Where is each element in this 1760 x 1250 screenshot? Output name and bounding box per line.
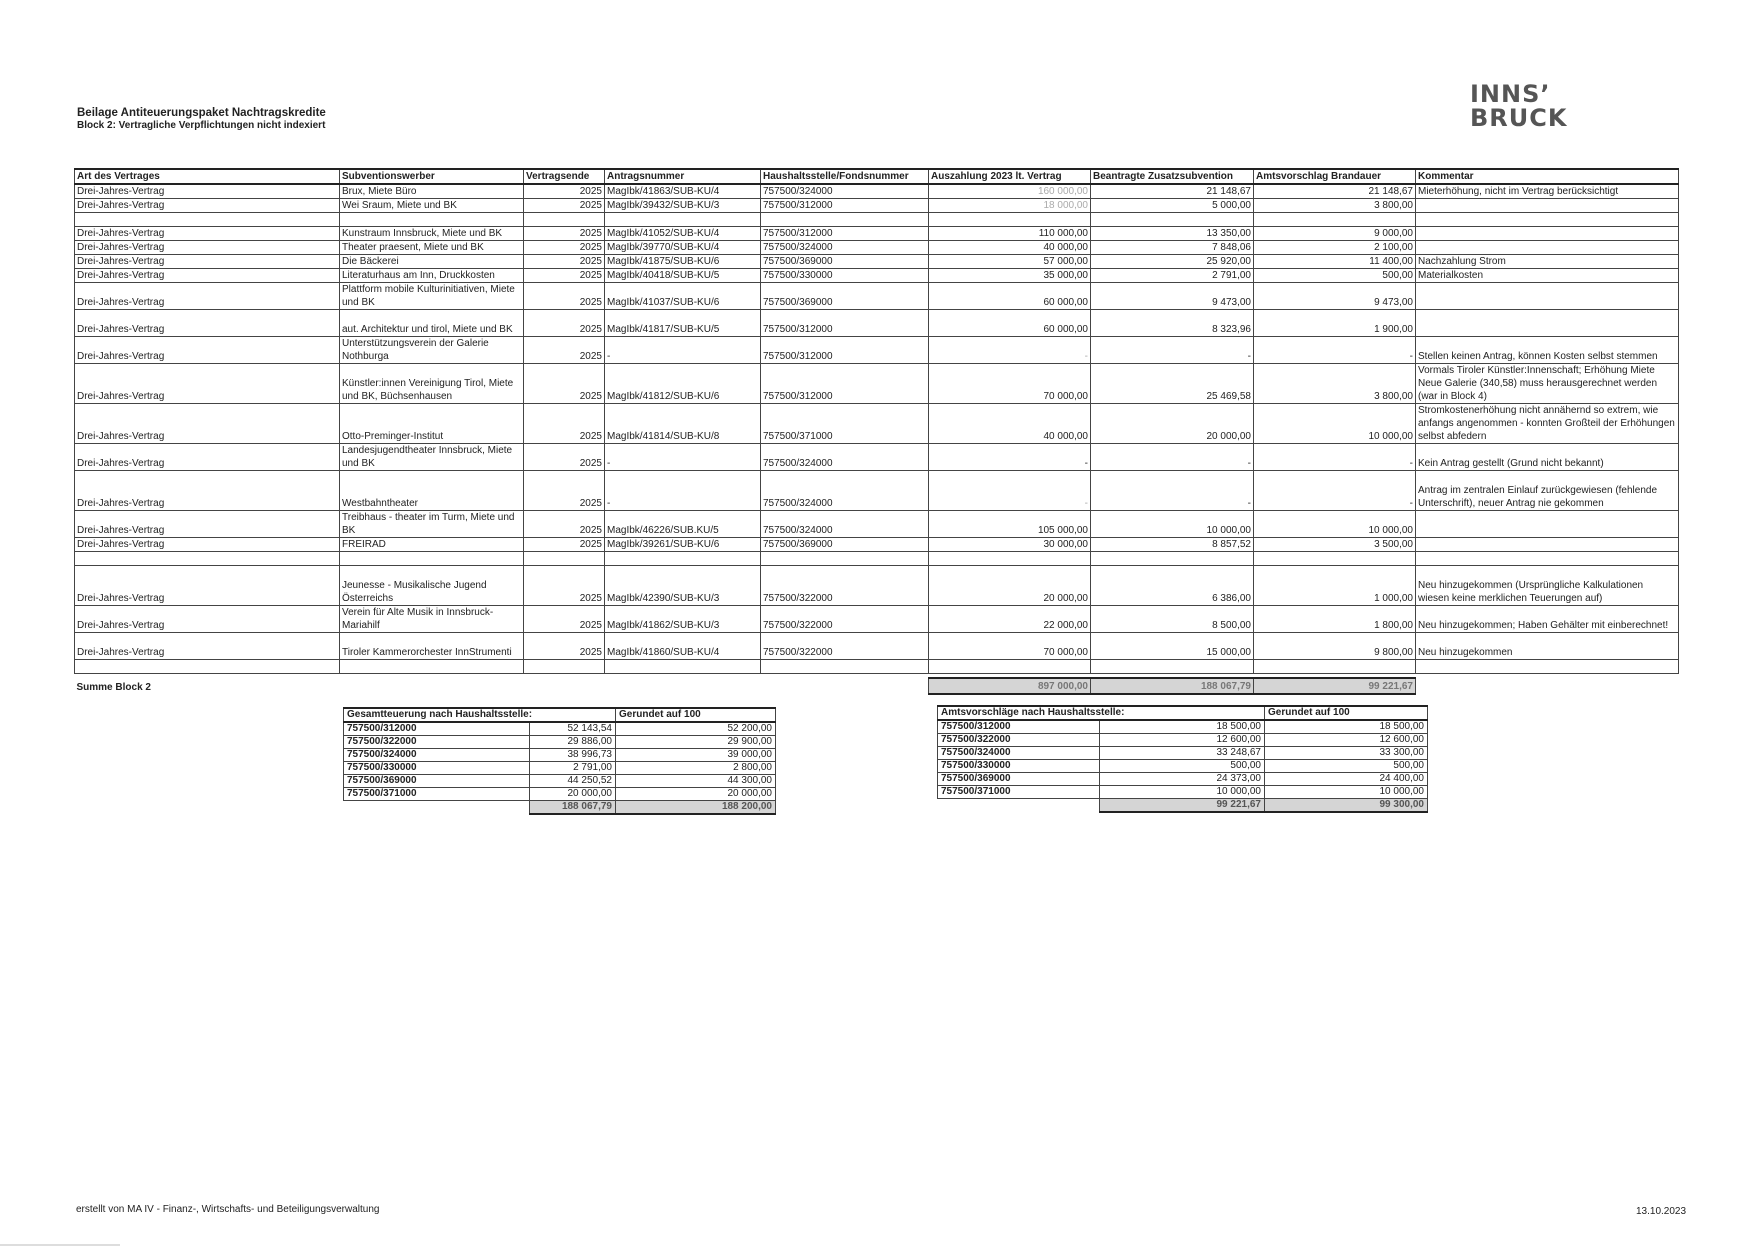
cell-hhst: 757500/371000: [761, 404, 929, 444]
cell-werber: Brux, Miete Büro: [340, 184, 524, 199]
cell-auszahlung: 40 000,00: [929, 241, 1091, 255]
cell-art: Drei-Jahres-Vertrag: [75, 199, 340, 213]
cell-vorschlag: 10 000,00: [1254, 404, 1416, 444]
table-row: [75, 633, 1679, 660]
cell-beantragt: 15 000,00: [1091, 633, 1254, 660]
gesamt-header: Gesamtteuerung nach Haushaltsstelle:: [344, 708, 616, 722]
cell-kommentar: [1416, 227, 1679, 241]
cell-vorschlag: 9 800,00: [1254, 633, 1416, 660]
sum-beantragt: 188 067,79: [1091, 678, 1254, 694]
cell-antrag: MagIbk/41052/SUB-KU/4: [605, 227, 761, 241]
cell-auszahlung: -: [929, 444, 1091, 471]
amts-row: [938, 773, 1428, 786]
table-row: [75, 241, 1679, 255]
spacer-row: [75, 552, 1679, 566]
table-row: [75, 606, 1679, 633]
cell-art: Drei-Jahres-Vertrag: [75, 310, 340, 337]
cell-beantragt: 20 000,00: [1091, 404, 1254, 444]
cell-vorschlag: 1 800,00: [1254, 606, 1416, 633]
amts-cell-rounded: 33 300,00: [1265, 747, 1428, 760]
amts-row: [938, 786, 1428, 799]
cell-antrag: MagIbk/41037/SUB-KU/6: [605, 283, 761, 310]
document-subtitle: Block 2: Vertragliche Verpflichtungen nicht indexiert: [77, 120, 326, 131]
amts-total-rounded: 99 300,00: [1265, 799, 1428, 813]
col-header-beantragt: Beantragte Zusatzsubvention: [1091, 169, 1254, 184]
sum-auszahlung: 897 000,00: [929, 678, 1091, 694]
cell-beantragt: 8 323,96: [1091, 310, 1254, 337]
amts-cell-value: 33 248,67: [1100, 747, 1265, 760]
cell-beantragt: -: [1091, 471, 1254, 511]
cell-werber: Kunstraum Innsbruck, Miete und BK: [340, 227, 524, 241]
cell-antrag: MagIbk/41817/SUB-KU/5: [605, 310, 761, 337]
sum-label: Summe Block 2: [76, 681, 151, 693]
col-header-hhst: Haushaltsstelle/Fondsnummer: [761, 169, 929, 184]
document-header: [77, 107, 326, 132]
footer-date: 13.10.2023: [1636, 1206, 1687, 1217]
document-title: Beilage Antiteuerungspaket Nachtragskredite: [77, 107, 326, 119]
cell-werber: Unterstützungsverein der Galerie Nothburga: [340, 337, 524, 364]
cell-auszahlung: 40 000,00: [929, 404, 1091, 444]
amts-rounded-header: Gerundet auf 100: [1265, 706, 1428, 720]
cell-vorschlag: 10 000,00: [1254, 511, 1416, 538]
cell-kommentar: [1416, 241, 1679, 255]
cell-ende: 2025: [524, 471, 605, 511]
amts-cell-value: 10 000,00: [1100, 786, 1265, 799]
cell-hhst: 757500/330000: [761, 269, 929, 283]
cell-antrag: MagIbk/42390/SUB-KU/3: [605, 566, 761, 606]
gesamt-cell-value: 29 886,00: [530, 736, 616, 749]
gesamt-cell-value: 52 143,54: [530, 722, 616, 736]
cell-art: Drei-Jahres-Vertrag: [75, 269, 340, 283]
cell-auszahlung: 18 000,00: [929, 199, 1091, 213]
cell-hhst: 757500/324000: [761, 444, 929, 471]
cell-art: Drei-Jahres-Vertrag: [75, 241, 340, 255]
gesamt-cell-value: 2 791,00: [530, 762, 616, 775]
table-row: [75, 199, 1679, 213]
cell-ende: 2025: [524, 538, 605, 552]
cell-beantragt: 5 000,00: [1091, 199, 1254, 213]
table-row: [75, 337, 1679, 364]
cell-auszahlung: 60 000,00: [929, 283, 1091, 310]
cell-kommentar: Stellen keinen Antrag, können Kosten selbst stemmen: [1416, 337, 1679, 364]
cell-kommentar: [1416, 538, 1679, 552]
cell-antrag: MagIbk/41860/SUB-KU/4: [605, 633, 761, 660]
amts-cell-value: 18 500,00: [1100, 720, 1265, 734]
cell-beantragt: 25 920,00: [1091, 255, 1254, 269]
cell-kommentar: Mieterhöhung, nicht im Vertrag berücksichtigt: [1416, 184, 1679, 199]
cell-art: Drei-Jahres-Vertrag: [75, 404, 340, 444]
cell-werber: Wei Sraum, Miete und BK: [340, 199, 524, 213]
amts-cell-fund: 757500/371000: [938, 786, 1100, 799]
amts-cell-rounded: 500,00: [1265, 760, 1428, 773]
table-row: [75, 444, 1679, 471]
col-header-werber: Subventionswerber: [340, 169, 524, 184]
amtsvorschlaege-table: [937, 705, 1428, 813]
gesamt-cell-rounded: 52 200,00: [616, 722, 776, 736]
table-row: [75, 310, 1679, 337]
gesamt-cell-fund: 757500/312000: [344, 722, 530, 736]
cell-antrag: MagIbk/39261/SUB-KU/6: [605, 538, 761, 552]
cell-kommentar: Antrag im zentralen Einlauf zurückgewiesen (fehlende Unterschrift), neuer Antrag nie gekommen: [1416, 471, 1679, 511]
cell-art: Drei-Jahres-Vertrag: [75, 511, 340, 538]
col-header-auszahlung: Auszahlung 2023 lt. Vertrag: [929, 169, 1091, 184]
amts-row: [938, 734, 1428, 747]
col-header-vorschlag: Amtsvorschlag Brandauer: [1254, 169, 1416, 184]
cell-ende: 2025: [524, 255, 605, 269]
gesamt-total: 188 067,79: [530, 801, 616, 815]
amts-cell-fund: 757500/330000: [938, 760, 1100, 773]
cell-beantragt: 10 000,00: [1091, 511, 1254, 538]
cell-art: Drei-Jahres-Vertrag: [75, 283, 340, 310]
amts-header: Amtsvorschläge nach Haushaltsstelle:: [938, 706, 1265, 720]
cell-art: Drei-Jahres-Vertrag: [75, 184, 340, 199]
cell-auszahlung: 70 000,00: [929, 633, 1091, 660]
gesamt-cell-fund: 757500/330000: [344, 762, 530, 775]
gesamt-cell-value: 20 000,00: [530, 788, 616, 801]
table-row: [75, 283, 1679, 310]
cell-beantragt: 25 469,58: [1091, 364, 1254, 404]
cell-antrag: MagIbk/46226/SUB.KU/5: [605, 511, 761, 538]
cell-vorschlag: 11 400,00: [1254, 255, 1416, 269]
cell-kommentar: Neu hinzugekommen (Ursprüngliche Kalkulationen wiesen keine merklichen Teuerungen auf): [1416, 566, 1679, 606]
cell-auszahlung: 110 000,00: [929, 227, 1091, 241]
cell-werber: Theater praesent, Miete und BK: [340, 241, 524, 255]
cell-kommentar: Neu hinzugekommen; Haben Gehälter mit einberechnet!: [1416, 606, 1679, 633]
cell-beantragt: 8 857,52: [1091, 538, 1254, 552]
logo-line-1: INNS’: [1470, 80, 1551, 108]
cell-werber: Landesjugendtheater Innsbruck, Miete und BK: [340, 444, 524, 471]
cell-vorschlag: 3 800,00: [1254, 364, 1416, 404]
gesamt-cell-fund: 757500/322000: [344, 736, 530, 749]
cell-auszahlung: -: [929, 337, 1091, 364]
cell-hhst: 757500/312000: [761, 364, 929, 404]
cell-kommentar: [1416, 199, 1679, 213]
amts-cell-fund: 757500/312000: [938, 720, 1100, 734]
gesamt-cell-rounded: 2 800,00: [616, 762, 776, 775]
cell-werber: Verein für Alte Musik in Innsbruck-Mariahilf: [340, 606, 524, 633]
cell-beantragt: 9 473,00: [1091, 283, 1254, 310]
gesamt-cell-fund: 757500/369000: [344, 775, 530, 788]
cell-ende: 2025: [524, 310, 605, 337]
cell-art: Drei-Jahres-Vertrag: [75, 566, 340, 606]
cell-ende: 2025: [524, 606, 605, 633]
gesamt-row: [344, 775, 776, 788]
cell-werber: Otto-Preminger-Institut: [340, 404, 524, 444]
gesamt-total-row: [344, 801, 776, 815]
cell-ende: 2025: [524, 511, 605, 538]
cell-art: Drei-Jahres-Vertrag: [75, 633, 340, 660]
cell-hhst: 757500/322000: [761, 633, 929, 660]
gesamt-cell-value: 38 996,73: [530, 749, 616, 762]
cell-auszahlung: 70 000,00: [929, 364, 1091, 404]
logo-line-2: BRUCK: [1470, 104, 1568, 132]
amts-cell-fund: 757500/324000: [938, 747, 1100, 760]
cell-ende: 2025: [524, 241, 605, 255]
amts-row: [938, 747, 1428, 760]
cell-art: Drei-Jahres-Vertrag: [75, 255, 340, 269]
gesamt-cell-rounded: 20 000,00: [616, 788, 776, 801]
cell-vorschlag: -: [1254, 337, 1416, 364]
amts-cell-value: 12 600,00: [1100, 734, 1265, 747]
cell-vorschlag: 9 473,00: [1254, 283, 1416, 310]
cell-werber: Literaturhaus am Inn, Druckkosten: [340, 269, 524, 283]
sum-vorschlag: 99 221,67: [1254, 678, 1416, 694]
cell-ende: 2025: [524, 633, 605, 660]
cell-antrag: -: [605, 444, 761, 471]
cell-hhst: 757500/322000: [761, 566, 929, 606]
cell-auszahlung: 105 000,00: [929, 511, 1091, 538]
cell-vorschlag: 3 800,00: [1254, 199, 1416, 213]
cell-kommentar: [1416, 511, 1679, 538]
cell-kommentar: [1416, 310, 1679, 337]
cell-ende: 2025: [524, 337, 605, 364]
footer-creator: erstellt von MA IV - Finanz-, Wirtschafts- und Beteiligungsverwaltung: [76, 1204, 380, 1215]
cell-beantragt: 8 500,00: [1091, 606, 1254, 633]
cell-beantragt: -: [1091, 337, 1254, 364]
amts-total-row: [938, 799, 1428, 813]
cell-werber: Tiroler Kammerorchester InnStrumenti: [340, 633, 524, 660]
cell-hhst: 757500/369000: [761, 538, 929, 552]
cell-werber: Treibhaus - theater im Turm, Miete und BK: [340, 511, 524, 538]
gesamt-cell-fund: 757500/371000: [344, 788, 530, 801]
gesamt-row: [344, 736, 776, 749]
col-header-ende: Vertragsende: [524, 169, 605, 184]
cell-hhst: 757500/312000: [761, 310, 929, 337]
table-row: [75, 255, 1679, 269]
cell-kommentar: Materialkosten: [1416, 269, 1679, 283]
cell-werber: Künstler:innen Vereinigung Tirol, Miete und BK, Büchsenhausen: [340, 364, 524, 404]
cell-werber: Plattform mobile Kulturinitiativen, Miete und BK: [340, 283, 524, 310]
amts-cell-rounded: 18 500,00: [1265, 720, 1428, 734]
col-header-art: Art des Vertrages: [75, 169, 340, 184]
cell-hhst: 757500/312000: [761, 337, 929, 364]
cell-hhst: 757500/369000: [761, 255, 929, 269]
spacer-row: [75, 213, 1679, 227]
amts-total: 99 221,67: [1100, 799, 1265, 813]
cell-antrag: MagIbk/40418/SUB-KU/5: [605, 269, 761, 283]
amts-cell-fund: 757500/369000: [938, 773, 1100, 786]
cell-beantragt: 13 350,00: [1091, 227, 1254, 241]
cell-antrag: MagIbk/41812/SUB-KU/6: [605, 364, 761, 404]
cell-vorschlag: 21 148,67: [1254, 184, 1416, 199]
cell-kommentar: Vormals Tiroler Künstler:Innenschaft; Erhöhung Miete Neue Galerie (340,58) muss herausgerechnet werden (war in Block 4): [1416, 364, 1679, 404]
cell-auszahlung: 30 000,00: [929, 538, 1091, 552]
cell-auszahlung: 35 000,00: [929, 269, 1091, 283]
gesamt-cell-rounded: 44 300,00: [616, 775, 776, 788]
cell-ende: 2025: [524, 199, 605, 213]
cell-kommentar: [1416, 283, 1679, 310]
cell-auszahlung: 60 000,00: [929, 310, 1091, 337]
cell-ende: 2025: [524, 404, 605, 444]
cell-ende: 2025: [524, 364, 605, 404]
gesamtteuerung-table: [343, 707, 776, 815]
amts-cell-value: 24 373,00: [1100, 773, 1265, 786]
cell-vorschlag: -: [1254, 471, 1416, 511]
cell-vorschlag: -: [1254, 444, 1416, 471]
cell-ende: 2025: [524, 283, 605, 310]
cell-antrag: MagIbk/39432/SUB-KU/3: [605, 199, 761, 213]
amts-row: [938, 720, 1428, 734]
cell-art: Drei-Jahres-Vertrag: [75, 227, 340, 241]
cell-beantragt: 21 148,67: [1091, 184, 1254, 199]
cell-art: Drei-Jahres-Vertrag: [75, 471, 340, 511]
cell-ende: 2025: [524, 184, 605, 199]
cell-antrag: MagIbk/41875/SUB-KU/6: [605, 255, 761, 269]
col-header-antrag: Antragsnummer: [605, 169, 761, 184]
cell-kommentar: Nachzahlung Strom: [1416, 255, 1679, 269]
cell-antrag: MagIbk/41863/SUB-KU/4: [605, 184, 761, 199]
cell-hhst: 757500/324000: [761, 511, 929, 538]
cell-beantragt: 7 848,06: [1091, 241, 1254, 255]
amts-cell-rounded: 12 600,00: [1265, 734, 1428, 747]
cell-hhst: 757500/369000: [761, 283, 929, 310]
table-row: [75, 471, 1679, 511]
gesamt-total-rounded: 188 200,00: [616, 801, 776, 815]
table-row: [75, 404, 1679, 444]
cell-hhst: 757500/324000: [761, 471, 929, 511]
table-row: [75, 184, 1679, 199]
cell-vorschlag: 9 000,00: [1254, 227, 1416, 241]
cell-vorschlag: 2 100,00: [1254, 241, 1416, 255]
amts-row: [938, 760, 1428, 773]
cell-hhst: 757500/324000: [761, 241, 929, 255]
table-row: [75, 227, 1679, 241]
cell-ende: 2025: [524, 227, 605, 241]
gesamt-cell-rounded: 29 900,00: [616, 736, 776, 749]
cell-werber: aut. Architektur und tirol, Miete und BK: [340, 310, 524, 337]
amts-cell-value: 500,00: [1100, 760, 1265, 773]
cell-werber: FREIRAD: [340, 538, 524, 552]
cell-ende: 2025: [524, 444, 605, 471]
spacer-row: [75, 660, 1679, 674]
amts-cell-fund: 757500/322000: [938, 734, 1100, 747]
cell-auszahlung: 20 000,00: [929, 566, 1091, 606]
gesamt-cell-fund: 757500/324000: [344, 749, 530, 762]
cell-vorschlag: 1 000,00: [1254, 566, 1416, 606]
cell-kommentar: Neu hinzugekommen: [1416, 633, 1679, 660]
cell-ende: 2025: [524, 269, 605, 283]
cell-antrag: MagIbk/41862/SUB-KU/3: [605, 606, 761, 633]
cell-hhst: 757500/312000: [761, 199, 929, 213]
cell-werber: Westbahntheater: [340, 471, 524, 511]
cell-art: Drei-Jahres-Vertrag: [75, 606, 340, 633]
cell-kommentar: Kein Antrag gestellt (Grund nicht bekannt): [1416, 444, 1679, 471]
table-row: [75, 511, 1679, 538]
amts-cell-rounded: 10 000,00: [1265, 786, 1428, 799]
innsbruck-logo: [1470, 82, 1590, 130]
table-header-row: [75, 169, 1679, 184]
cell-auszahlung: -: [929, 471, 1091, 511]
sum-row: [75, 678, 1679, 694]
cell-antrag: -: [605, 471, 761, 511]
cell-hhst: 757500/324000: [761, 184, 929, 199]
cell-vorschlag: 1 900,00: [1254, 310, 1416, 337]
contracts-table-body: [75, 184, 1679, 674]
gesamt-cell-rounded: 39 000,00: [616, 749, 776, 762]
cell-vorschlag: 3 500,00: [1254, 538, 1416, 552]
table-row: [75, 538, 1679, 552]
cell-art: Drei-Jahres-Vertrag: [75, 337, 340, 364]
cell-art: Drei-Jahres-Vertrag: [75, 364, 340, 404]
cell-beantragt: -: [1091, 444, 1254, 471]
contracts-table: [74, 168, 1679, 695]
col-header-kommentar: Kommentar: [1416, 169, 1679, 184]
cell-hhst: 757500/312000: [761, 227, 929, 241]
gesamt-row: [344, 749, 776, 762]
cell-beantragt: 6 386,00: [1091, 566, 1254, 606]
cell-auszahlung: 160 000,00: [929, 184, 1091, 199]
cell-auszahlung: 22 000,00: [929, 606, 1091, 633]
cell-kommentar: Stromkostenerhöhung nicht annähernd so extrem, wie anfangs angenommen - konnten Großteil der Erhöhungen selbst abfedern: [1416, 404, 1679, 444]
cell-ende: 2025: [524, 566, 605, 606]
cell-werber: Die Bäckerei: [340, 255, 524, 269]
gesamt-row: [344, 788, 776, 801]
cell-antrag: -: [605, 337, 761, 364]
gesamt-cell-value: 44 250,52: [530, 775, 616, 788]
cell-art: Drei-Jahres-Vertrag: [75, 538, 340, 552]
table-row: [75, 269, 1679, 283]
cell-antrag: MagIbk/39770/SUB-KU/4: [605, 241, 761, 255]
cell-beantragt: 2 791,00: [1091, 269, 1254, 283]
cell-werber: Jeunesse - Musikalische Jugend Österreichs: [340, 566, 524, 606]
table-row: [75, 566, 1679, 606]
cell-vorschlag: 500,00: [1254, 269, 1416, 283]
amts-cell-rounded: 24 400,00: [1265, 773, 1428, 786]
cell-antrag: MagIbk/41814/SUB-KU/8: [605, 404, 761, 444]
cell-auszahlung: 57 000,00: [929, 255, 1091, 269]
gesamt-row: [344, 762, 776, 775]
gesamt-rounded-header: Gerundet auf 100: [616, 708, 776, 722]
scan-artifact: [0, 1244, 120, 1246]
gesamt-row: [344, 722, 776, 736]
cell-hhst: 757500/322000: [761, 606, 929, 633]
table-row: [75, 364, 1679, 404]
cell-art: Drei-Jahres-Vertrag: [75, 444, 340, 471]
